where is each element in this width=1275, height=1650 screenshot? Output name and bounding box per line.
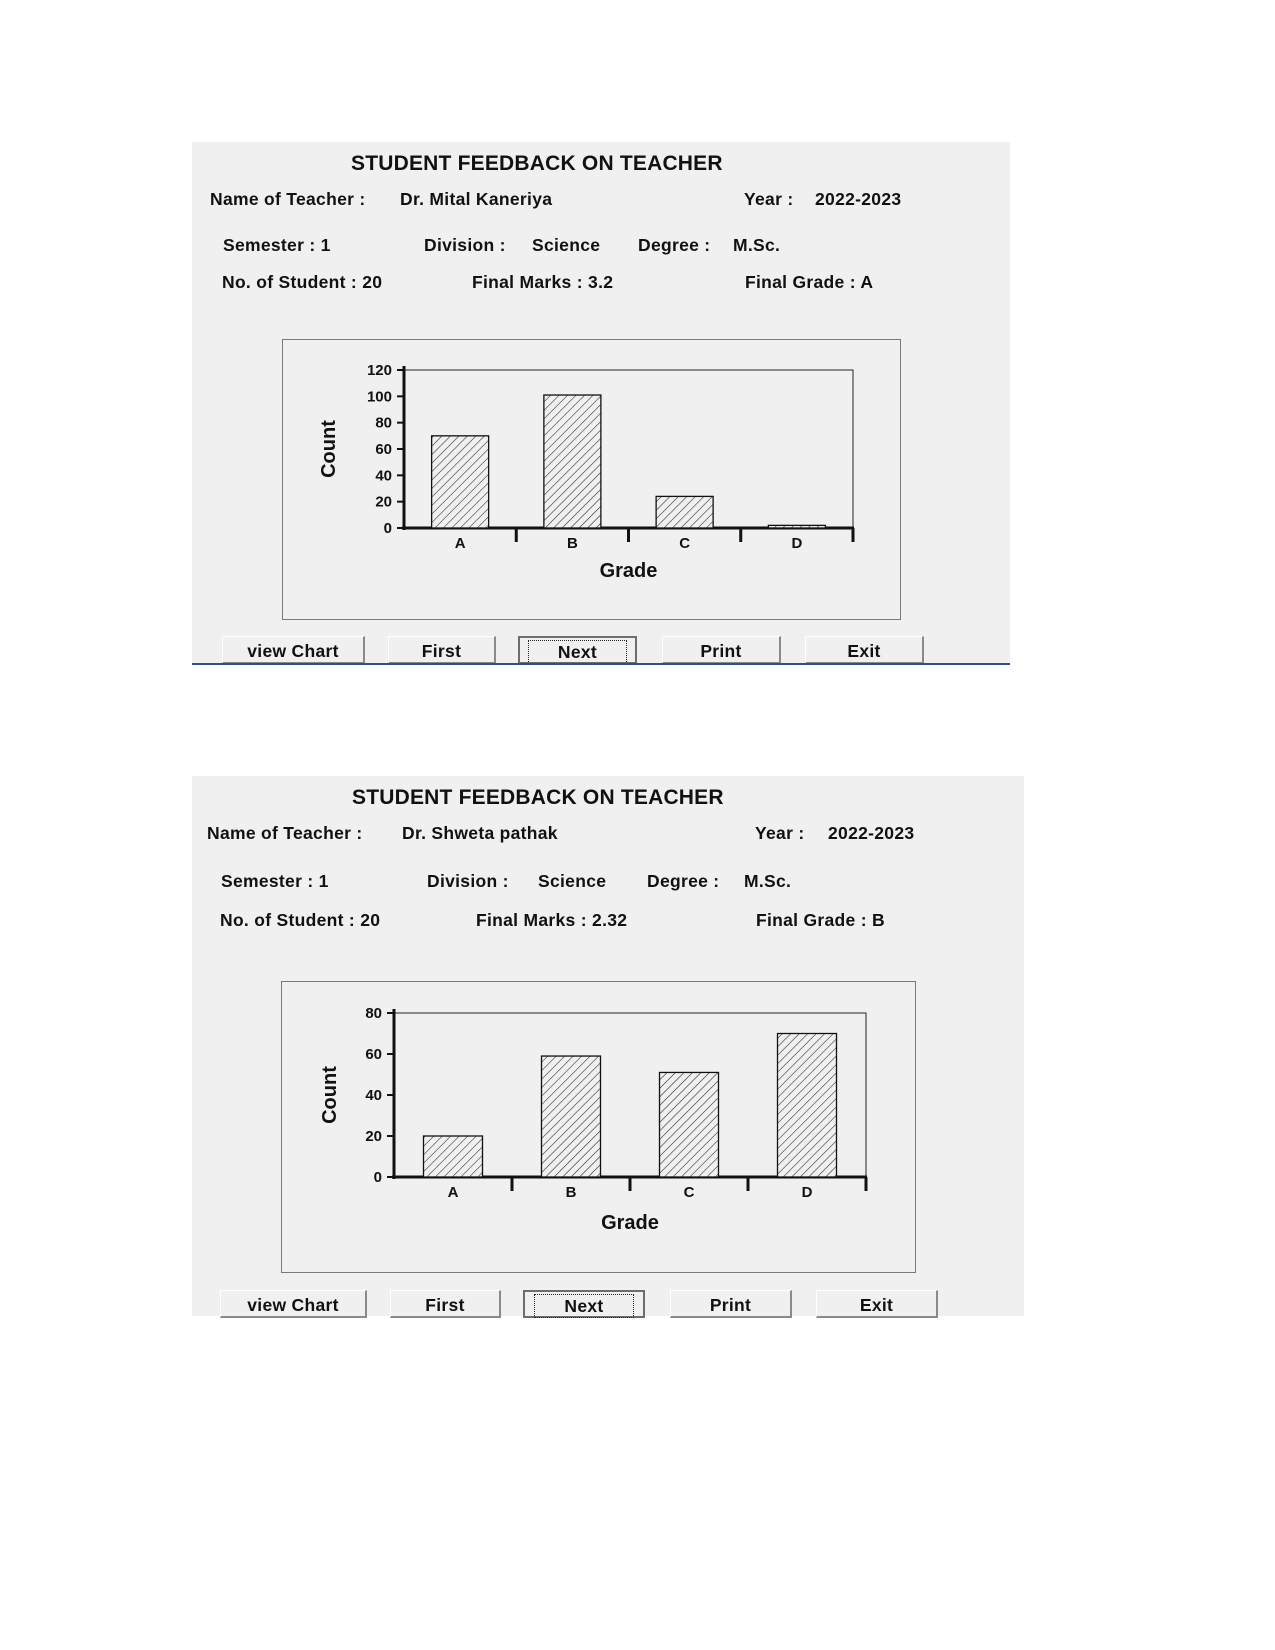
y-axis-title: Count (319, 1066, 341, 1124)
next-label: Next (530, 642, 625, 662)
first-button[interactable] (388, 636, 496, 664)
exit-button[interactable] (816, 1290, 938, 1318)
final-marks: Final Marks : 2.32 (476, 910, 628, 930)
exit-label: Exit (859, 1295, 894, 1315)
semester-text: Semester : 1 (221, 871, 329, 891)
x-tick-label: C (679, 535, 691, 552)
final-grade: Final Grade : B (756, 910, 885, 930)
degree-value: M.Sc. (733, 235, 781, 255)
degree-value: M.Sc. (744, 871, 792, 891)
print-label: Print (700, 641, 742, 661)
window-title: STUDENT FEEDBACK ON TEACHER (352, 786, 724, 809)
degree-label: Degree : (638, 235, 711, 255)
student-count: No. of Student : 20 (222, 272, 383, 292)
feedback-window-2 (192, 776, 1024, 1316)
final-grade: Final Grade : A (745, 272, 874, 292)
division-value: Science (532, 235, 601, 255)
bar-c (656, 496, 713, 528)
semester-text: Semester : 1 (223, 235, 331, 255)
division-label: Division : (427, 871, 509, 891)
bar-a (424, 1136, 483, 1177)
grade-chart-frame (282, 339, 901, 620)
view-chart-label: view Chart (247, 641, 339, 661)
first-button[interactable] (390, 1290, 501, 1318)
feedback-window-1 (192, 142, 1010, 664)
next-button[interactable] (523, 1290, 645, 1318)
view-chart-button[interactable] (222, 636, 365, 664)
next-label: Next (536, 1296, 631, 1316)
first-label: First (421, 641, 462, 661)
grade-bar-chart (282, 982, 915, 1272)
print-button[interactable] (670, 1290, 792, 1318)
first-label: First (425, 1295, 465, 1315)
y-tick-label: 0 (383, 520, 392, 537)
view-chart-button[interactable] (220, 1290, 367, 1318)
x-tick-label: C (683, 1184, 695, 1201)
bar-b (544, 395, 601, 528)
teacher-name: Dr. Mital Kaneriya (400, 189, 553, 209)
year-value: 2022-2023 (828, 823, 915, 843)
bar-c (660, 1072, 719, 1177)
year-label: Year : (755, 823, 805, 843)
x-tick-label: A (454, 535, 466, 552)
teacher-label: Name of Teacher : (210, 189, 366, 209)
x-axis-title: Grade (601, 1212, 659, 1234)
division-label: Division : (424, 235, 506, 255)
y-tick-label: 100 (366, 388, 392, 406)
y-tick-label: 20 (365, 1128, 382, 1145)
student-count: No. of Student : 20 (220, 910, 381, 930)
exit-button[interactable] (805, 636, 924, 664)
x-tick-label: B (566, 535, 578, 552)
bar-a (432, 436, 489, 528)
y-tick-label: 120 (366, 362, 392, 379)
x-tick-label: D (791, 535, 803, 552)
y-tick-label: 20 (375, 493, 392, 511)
bar-b (542, 1056, 601, 1177)
print-button[interactable] (662, 636, 781, 664)
y-tick-label: 60 (375, 441, 392, 458)
degree-label: Degree : (647, 871, 720, 891)
y-axis-title: Count (318, 420, 340, 478)
y-tick-label: 40 (365, 1087, 382, 1104)
x-tick-label: A (447, 1184, 459, 1201)
grade-bar-chart (283, 340, 900, 619)
y-tick-label: 80 (375, 414, 392, 432)
view-chart-label: view Chart (247, 1295, 339, 1315)
year-value: 2022-2023 (815, 189, 902, 209)
print-label: Print (709, 1295, 752, 1315)
division-value: Science (538, 871, 607, 891)
teacher-name: Dr. Shweta pathak (402, 823, 558, 843)
bar-d (768, 525, 825, 528)
window-bottom-border (192, 663, 1010, 665)
y-tick-label: 60 (365, 1046, 382, 1063)
grade-chart-frame (281, 981, 916, 1273)
y-tick-label: 80 (365, 1005, 382, 1022)
exit-label: Exit (847, 641, 881, 661)
y-tick-label: 0 (373, 1169, 382, 1186)
window-title: STUDENT FEEDBACK ON TEACHER (351, 152, 723, 175)
teacher-label: Name of Teacher : (207, 823, 363, 843)
final-marks: Final Marks : 3.2 (472, 272, 614, 292)
x-tick-label: B (565, 1184, 577, 1201)
x-tick-label: D (801, 1184, 813, 1201)
x-axis-title: Grade (599, 560, 658, 582)
year-label: Year : (744, 189, 794, 209)
y-tick-label: 40 (375, 467, 392, 485)
bar-d (778, 1034, 837, 1178)
next-button[interactable] (518, 636, 637, 664)
